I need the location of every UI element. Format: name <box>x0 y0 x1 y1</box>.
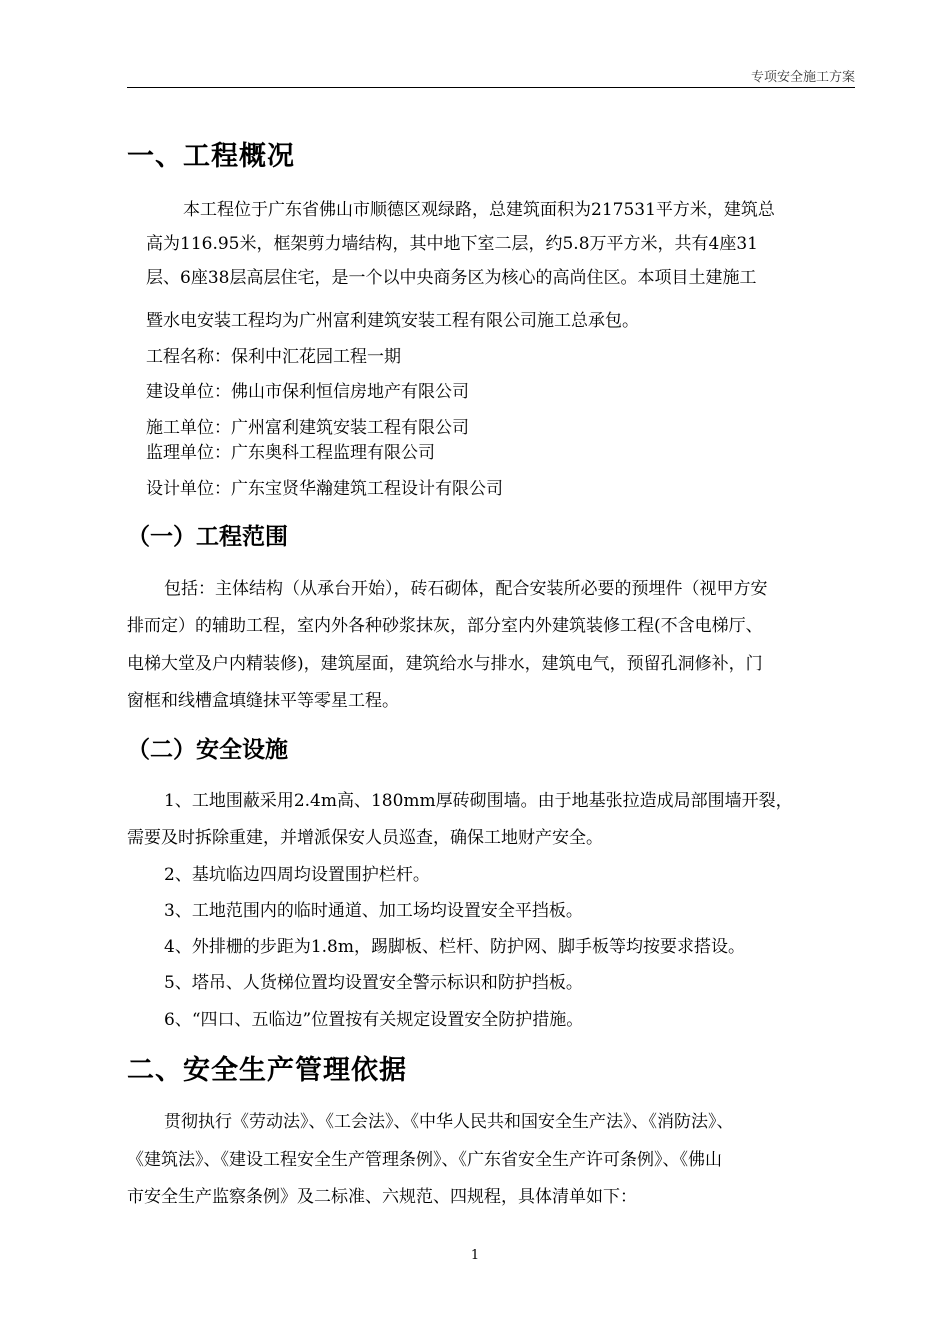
subsection1-heading: （一）工程范围 <box>127 524 288 550</box>
scope-line-4: 窗框和线槽盒填缝抹平等零星工程。 <box>127 691 399 711</box>
section2-heading: 二、安全生产管理依据 <box>127 1055 407 1086</box>
safety-item-1-cont: 需要及时拆除重建，并增派保安人员巡查，确保工地财产安全。 <box>127 828 603 848</box>
header-title: 专项安全施工方案 <box>750 70 855 85</box>
design-unit: 设计单位：广东宝贤华瀚建筑工程设计有限公司 <box>146 479 503 499</box>
supervision-unit: 监理单位：广东奥科工程监理有限公司 <box>146 443 435 463</box>
section1-intro-line-3: 层、6座38层高层住宅，是一个以中央商务区为核心的高尚住区。本项目土建施工 <box>146 268 757 288</box>
page-number: 1 <box>470 1248 480 1263</box>
scope-line-1: 包括：主体结构（从承台开始），砖石砌体，配合安装所必要的预埋件（视甲方安 <box>164 579 768 599</box>
section1-intro-line-2: 高为116.95米，框架剪力墙结构，其中地下室二层，约5.8万平方米，共有4座31 <box>146 234 758 254</box>
header-divider <box>127 87 855 88</box>
basis-line-1: 贯彻执行《劳动法》、《工会法》、《中华人民共和国安全生产法》、《消防法》、 <box>164 1112 734 1132</box>
project-name: 工程名称：保利中汇花园工程一期 <box>146 347 401 367</box>
scope-line-3: 电梯大堂及户内精装修)，建筑屋面，建筑给水与排水，建筑电气，预留孔洞修补，门 <box>127 654 763 674</box>
basis-line-2: 《建筑法》、《建设工程安全生产管理条例》、《广东省安全生产许可条例》、《佛山 <box>127 1150 722 1170</box>
developer-unit: 建设单位：佛山市保利恒信房地产有限公司 <box>146 382 469 402</box>
section1-heading: 一、工程概况 <box>127 141 295 172</box>
safety-item-4: 4、外排栅的步距为1.8m，踢脚板、栏杆、防护网、脚手板等均按要求搭设。 <box>164 937 745 957</box>
safety-item-5: 5、塔吊、人货梯位置均设置安全警示标识和防护挡板。 <box>164 973 583 993</box>
safety-item-1: 1、工地围蔽采用2.4m高、180mm厚砖砌围墙。由于地基张拉造成局部围墙开裂， <box>164 791 793 811</box>
safety-item-3: 3、工地范围内的临时通道、加工场均设置安全平挡板。 <box>164 901 583 921</box>
subsection2-heading: （二）安全设施 <box>127 737 288 763</box>
construction-unit: 施工单位：广州富利建筑安装工程有限公司 <box>146 418 469 438</box>
safety-item-2: 2、基坑临边四周均设置围护栏杆。 <box>164 865 430 885</box>
section1-intro-line-4: 暨水电安装工程均为广州富利建筑安装工程有限公司施工总承包。 <box>146 311 639 331</box>
safety-item-6: 6、“四口、五临边”位置按有关规定设置安全防护措施。 <box>164 1010 584 1030</box>
section1-intro-line-1: 本工程位于广东省佛山市顺德区观绿路，总建筑面积为217531平方米，建筑总 <box>183 200 775 220</box>
basis-line-3: 市安全生产监察条例》及二标准、六规范、四规程，具体清单如下： <box>127 1187 637 1207</box>
scope-line-2: 排而定）的辅助工程，室内外各种砂浆抹灰，部分室内外建筑装修工程(不含电梯厅、 <box>127 616 763 636</box>
